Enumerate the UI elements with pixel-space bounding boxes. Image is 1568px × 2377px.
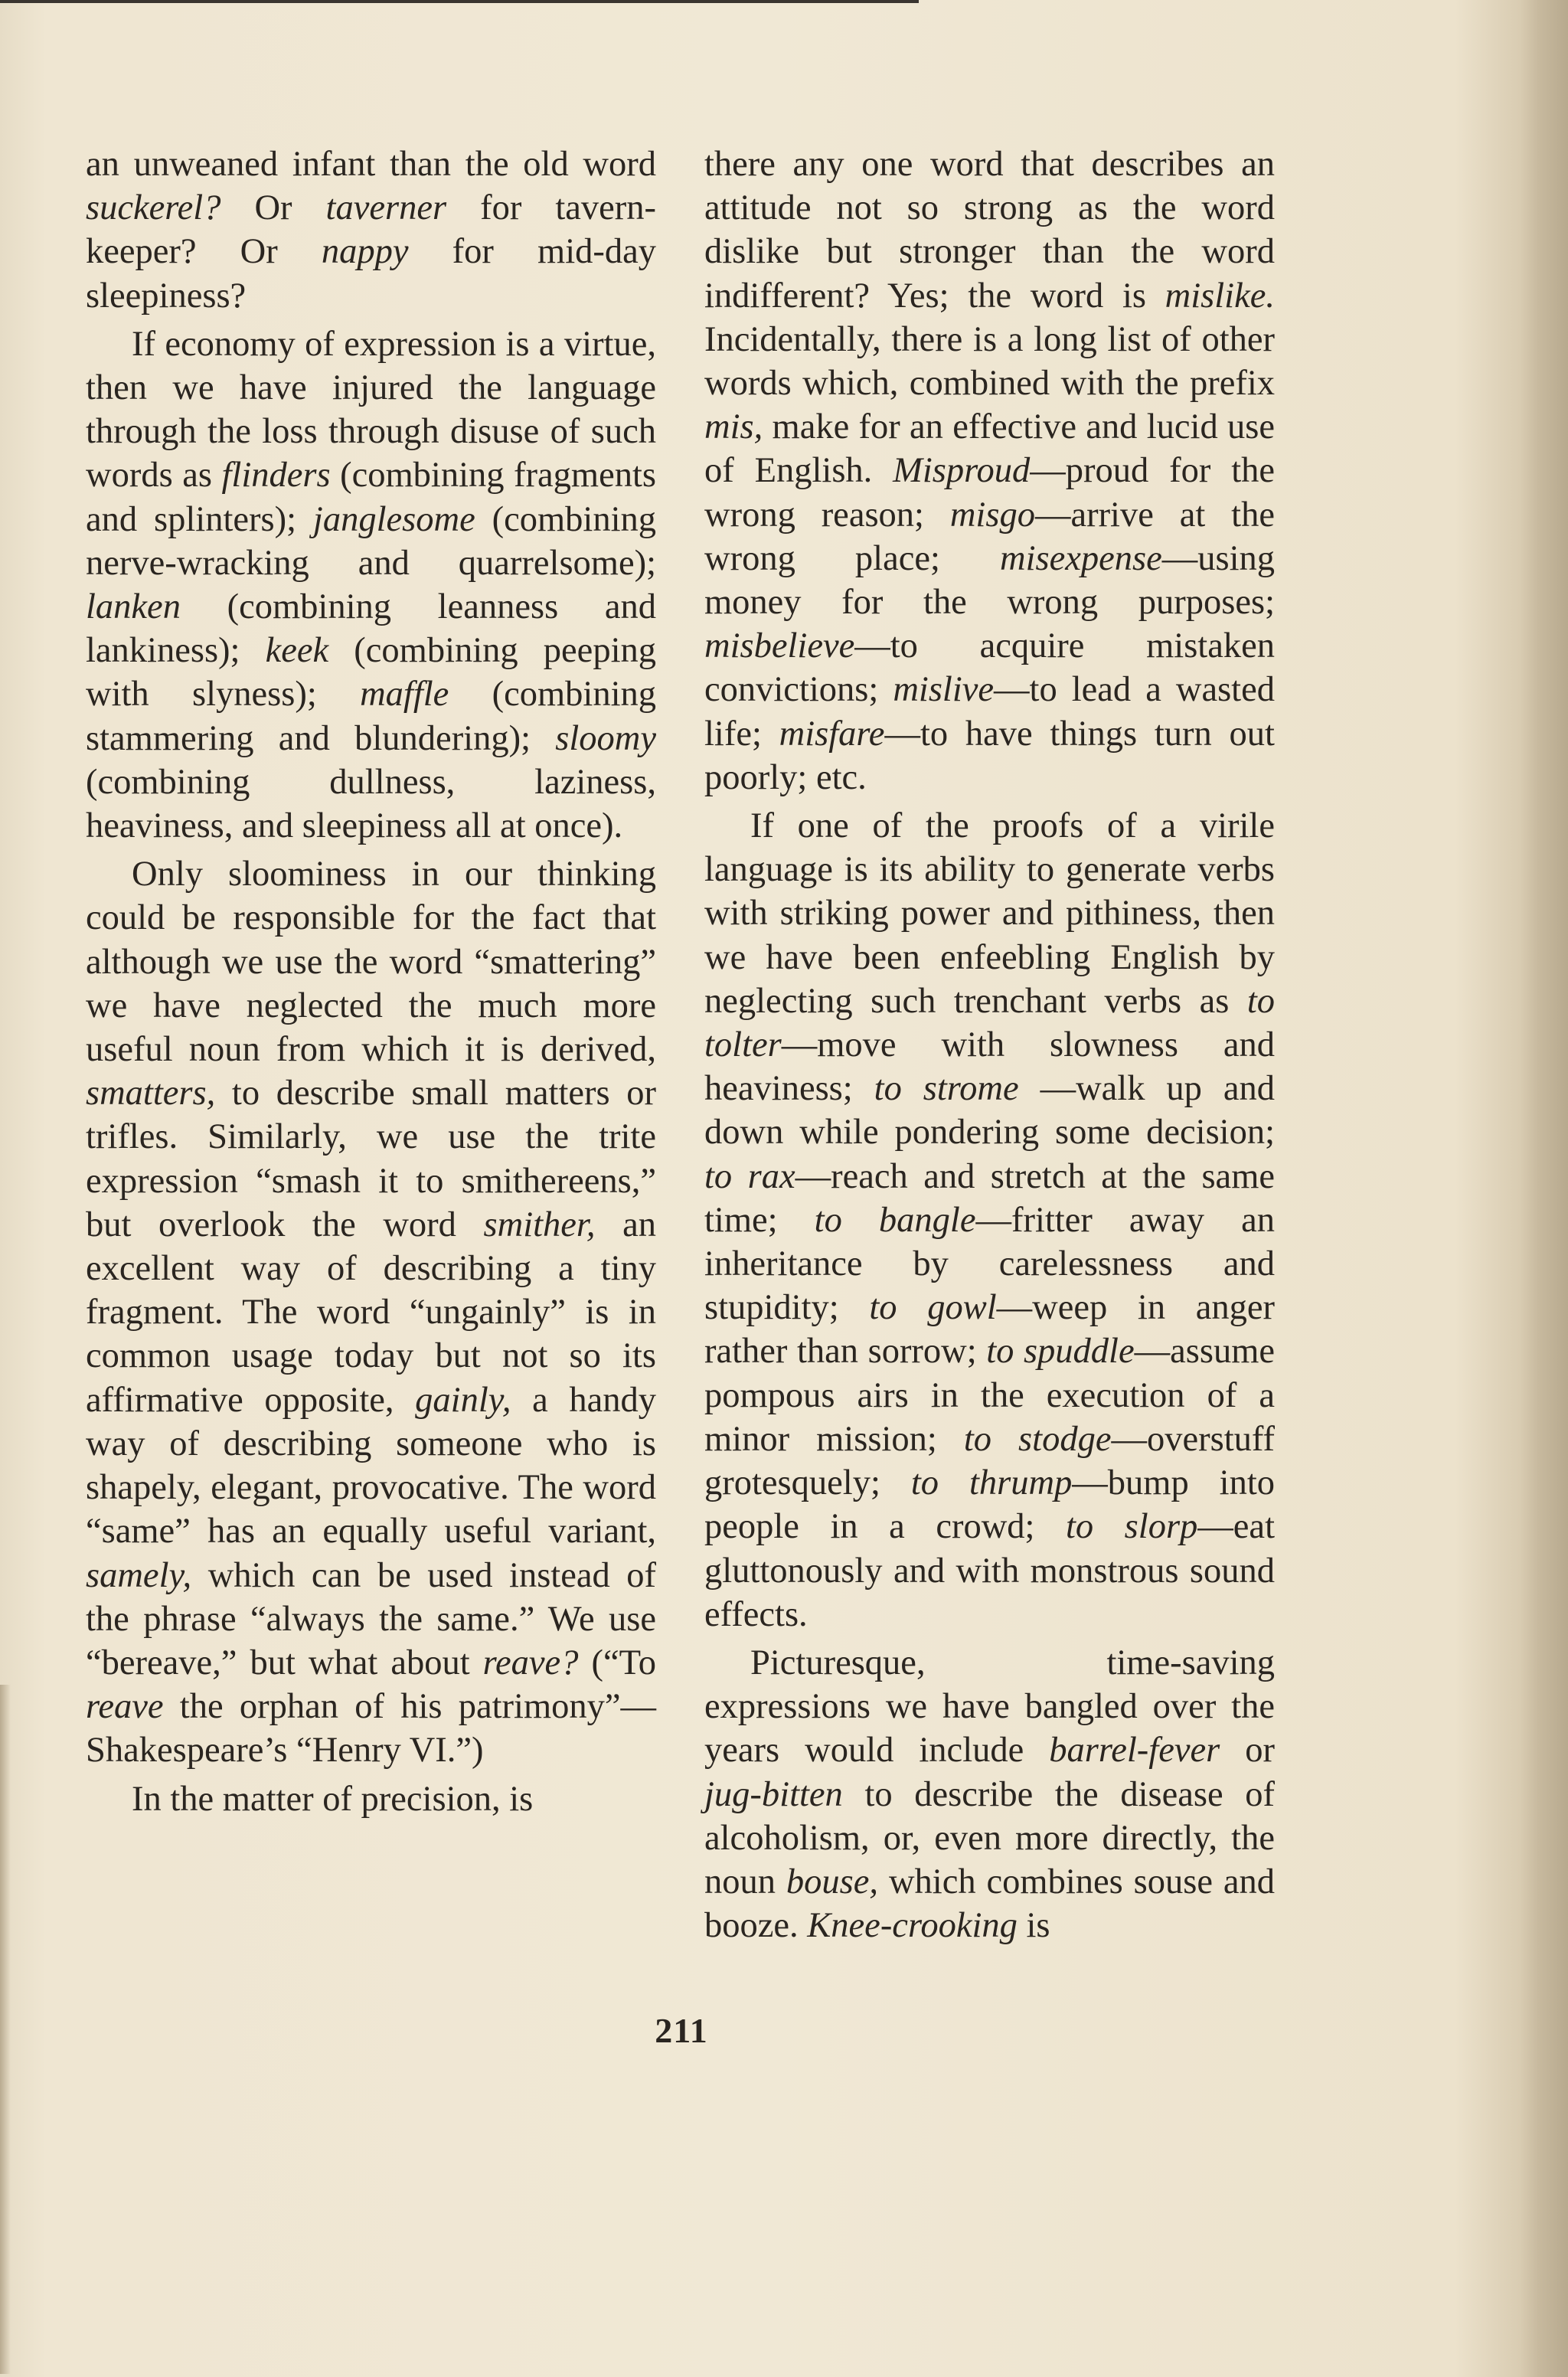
italic-term: to tolter (704, 981, 1275, 1065)
text-run: an unweaned infant than the old word (86, 145, 656, 184)
text-run: Picturesque, time-saving expressions we have bangled over the years would include (704, 1643, 1275, 1770)
italic-term: to thrump (910, 1463, 1073, 1503)
text-run: —using money for the wrong purposes; (704, 538, 1275, 623)
paragraph (86, 142, 656, 318)
italic-term: nappy (321, 232, 409, 272)
text-run: If one of the proofs of a virile language is its ability to generate verbs with striking power and pithiness, then we have been enfeebling English by neglecting such trenchant verbs as (704, 806, 1275, 1021)
text-run: (combining peeping with slyness); (86, 631, 656, 714)
text-run: —proud for the wrong reason; (704, 451, 1275, 535)
text-run: If economy of expression is a virtue, then we have injured the language through the loss through disuse of such words as (86, 324, 656, 495)
text-run: to describe the disease of alcoholism, or, even more directly, the noun (704, 1774, 1275, 1901)
text-run: —move with slowness and heaviness; (704, 1025, 1275, 1109)
italic-term: Misproud (893, 451, 1031, 491)
text-run: there any one word that describes an attitude not so strong as the word dislike but stronger than the word indifferent? Yes; the word is (704, 145, 1275, 316)
italic-term: smatters, (86, 1074, 216, 1113)
text-run: (combining leanness and lankiness); (86, 587, 656, 671)
text-run: —weep in anger rather than sorrow; (704, 1288, 1275, 1372)
text-run: a handy way of describing someone who is shapely, elegant, provocative. The word “same” has an equally useful variant, (86, 1380, 657, 1551)
italic-term: to slorp (1065, 1507, 1198, 1547)
text-run: an excellent way of describing a tiny fragment. The word “ungainly” is in common usage today but not so its affirmative opposite, (86, 1205, 656, 1420)
italic-term: keek (265, 631, 329, 671)
italic-term: misexpense (999, 538, 1162, 578)
italic-term: smither, (483, 1205, 596, 1244)
text-run: (combining nerve-wracking and quarrelsome); (86, 499, 656, 583)
italic-term: jug-bitten (704, 1774, 843, 1814)
text-run: or (1220, 1731, 1275, 1770)
italic-term: misbelieve (704, 626, 855, 666)
text-run: Or (220, 188, 326, 228)
italic-term: maffle (360, 675, 449, 714)
italic-term: gainly, (415, 1380, 511, 1420)
text-run: Only sloominess in our thinking could be responsible for the fact that although we use the word “smattering” we have neglected the much more useful noun from which it is derived, (86, 855, 656, 1070)
text-run: —overstuff grotesquely; (704, 1419, 1275, 1503)
text-run: —bump into people in a crowd; (704, 1463, 1276, 1547)
text-run: —to lead a wasted life; (704, 670, 1275, 754)
paragraph (704, 804, 1275, 1636)
text-run: (combining fragments and splinters); (86, 456, 656, 539)
italic-term: mislike. (1165, 276, 1275, 316)
italic-term: janglesome (312, 499, 475, 539)
top-scan-edge (0, 0, 919, 3)
left-text-column (86, 142, 656, 1821)
italic-term: reave (86, 1687, 164, 1727)
italic-term: to strome (874, 1069, 1019, 1109)
italic-term: Knee-crooking (807, 1906, 1018, 1946)
text-run: —arrive at the wrong place; (704, 495, 1275, 578)
text-run: In the matter of precision, is (132, 1779, 534, 1819)
text-run: —reach and stretch at the same time; (704, 1156, 1275, 1240)
italic-term: bouse, (786, 1862, 879, 1901)
text-run: (combining dullness, laziness, heaviness, and sleepiness all at once). (86, 762, 656, 846)
paragraph (86, 852, 656, 1772)
text-run: —walk up and down while pondering some decision; (704, 1069, 1276, 1153)
italic-term: misgo (949, 495, 1035, 535)
paragraph (86, 1777, 656, 1821)
text-run: for tavern-keeper? Or (86, 188, 656, 272)
italic-term: taverner (325, 188, 447, 228)
italic-term: lanken (86, 587, 181, 627)
paragraph (704, 142, 1275, 799)
paragraph (86, 322, 656, 848)
text-run: —to have things turn out poorly; etc. (704, 714, 1275, 797)
italic-term: to stodge (963, 1419, 1112, 1459)
italic-term: mis, (704, 407, 763, 447)
text-run: is (1017, 1906, 1050, 1946)
italic-term: flinders (221, 456, 331, 495)
text-run: (combining stammering and blundering); (86, 675, 656, 758)
italic-term: mislive (893, 670, 995, 710)
italic-term: sloomy (555, 718, 656, 758)
text-run: —fritter away an inheritance by carelessness and stupidity; (704, 1200, 1275, 1328)
italic-term: reave? (482, 1643, 579, 1682)
text-run: (“To (578, 1643, 657, 1682)
page-number: 211 (655, 2011, 708, 2050)
text-run: for mid-day sleepiness? (86, 232, 656, 316)
italic-term: suckerel? (86, 188, 221, 228)
text-run: —eat gluttonously and with monstrous sound effects. (704, 1507, 1275, 1634)
text-run: to describe small matters or trifles. Similarly, we use the trite expression “smash it to smithereens,” but overlook the word (86, 1074, 656, 1244)
right-text-column (704, 142, 1275, 1947)
italic-term: to spuddle (986, 1332, 1135, 1372)
text-run: make for an effective and lucid use of English. (704, 407, 1275, 491)
text-run: which combines souse and booze. (704, 1862, 1276, 1946)
italic-term: to gowl (869, 1288, 997, 1328)
italic-term: to rax (704, 1156, 795, 1196)
italic-term: samely, (86, 1555, 192, 1595)
italic-term: to bangle (814, 1200, 976, 1240)
text-run: Incidentally, there is a long list of other words which, combined with the prefix (704, 319, 1275, 404)
italic-term: misfare (779, 714, 885, 754)
text-run: the orphan of his patrimony”—Shakespeare’s “Henry VI.”) (86, 1687, 656, 1770)
text-run: which can be used instead of the phrase “always the same.” We use “bereave,” but what about (86, 1555, 656, 1682)
paragraph (704, 1641, 1275, 1947)
italic-term: barrel-fever (1049, 1731, 1220, 1770)
text-run: —assume pompous airs in the execution of a minor mission; (704, 1332, 1275, 1459)
text-run: —to acquire mistaken convictions; (704, 626, 1275, 710)
